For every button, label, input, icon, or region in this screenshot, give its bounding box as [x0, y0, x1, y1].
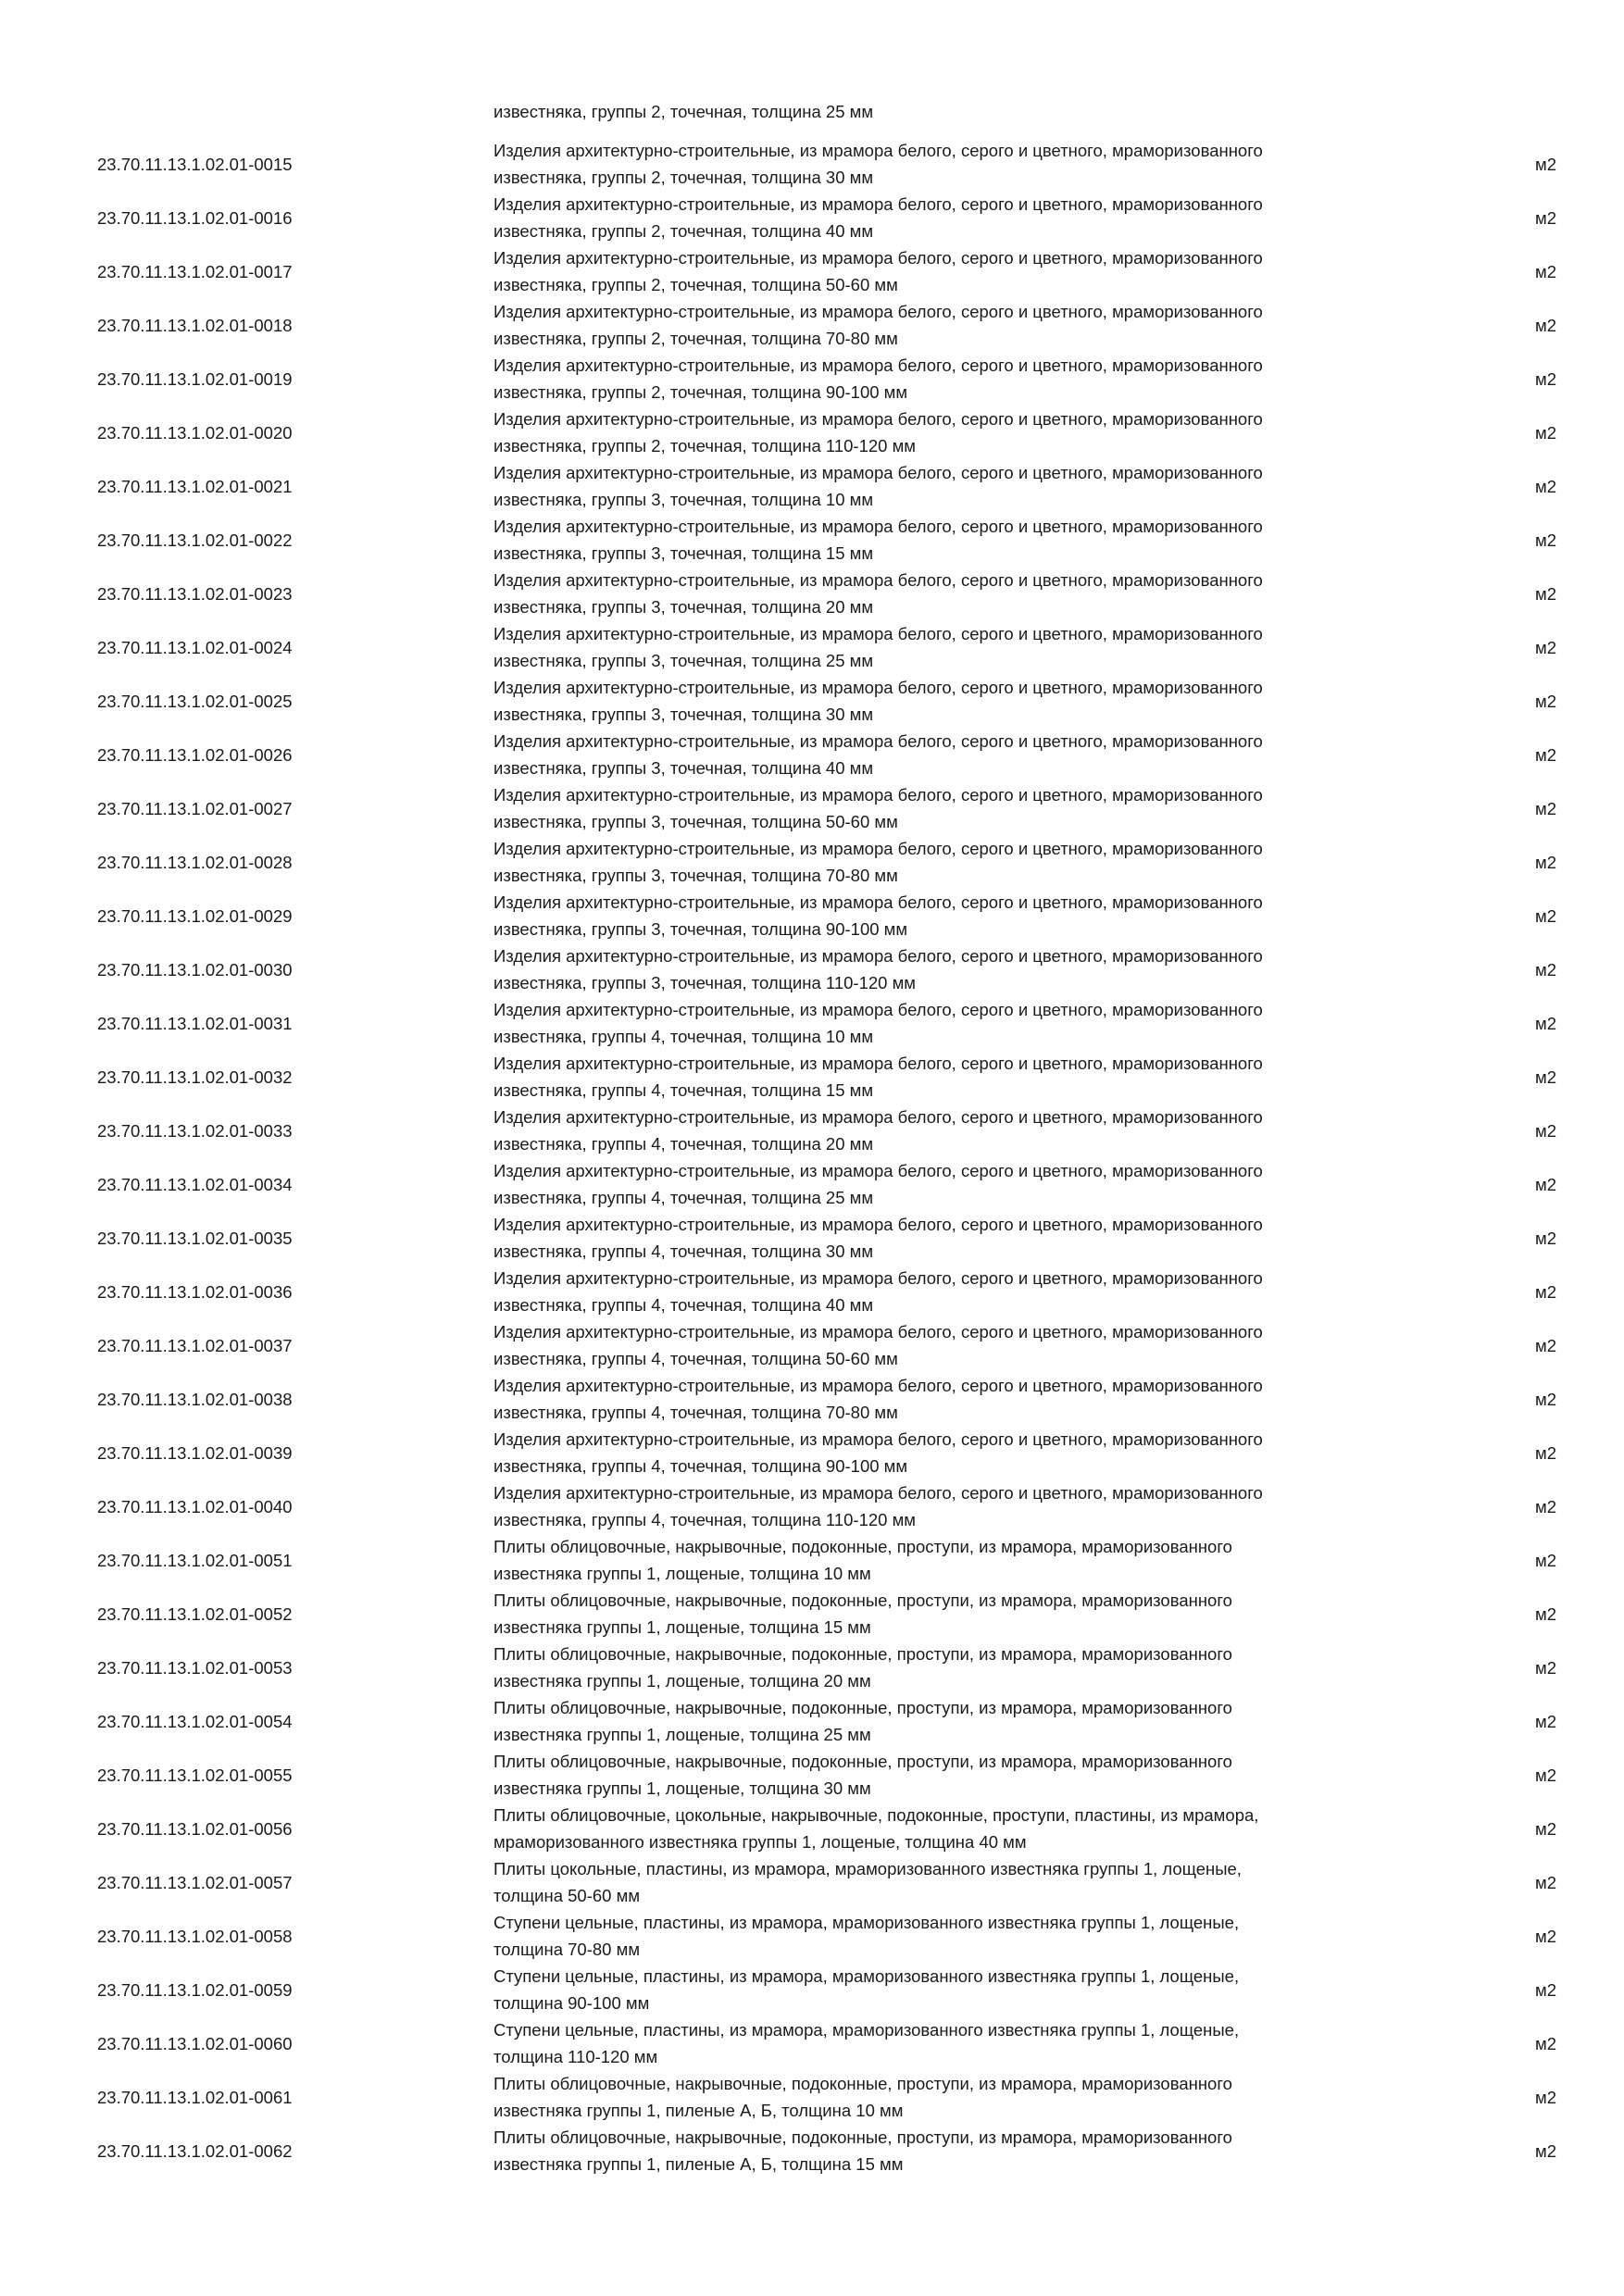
- item-unit: м2: [1535, 1175, 1557, 1194]
- item-description: [493, 406, 1419, 459]
- description-line-2: толщина 50-60 мм: [493, 1885, 641, 1905]
- description-line-2: толщина 110-120 мм: [493, 2046, 658, 2066]
- description-line-1: Изделия архитектурно-строительные, из мрамора белого, серого и цветного, мраморизованного: [493, 1107, 1263, 1127]
- description-line-2: известняка, группы 4, точечная, толщина 20 мм: [493, 1133, 874, 1154]
- item-description: [493, 245, 1419, 298]
- item-unit: м2: [1535, 369, 1557, 389]
- item-unit: м2: [1535, 1980, 1557, 2000]
- description-line-2: известняка, группы 3, точечная, толщина 40 мм: [493, 757, 874, 778]
- item-description: [493, 514, 1419, 567]
- description-line-1: Изделия архитектурно-строительные, из мрамора белого, серого и цветного, мраморизованного: [493, 463, 1263, 482]
- item-code: 23.70.11.13.1.02.01-0029: [97, 906, 293, 926]
- description-line-1: Изделия архитектурно-строительные, из мрамора белого, серого и цветного, мраморизованного: [493, 409, 1263, 429]
- description-line-1: Изделия архитектурно-строительные, из мрамора белого, серого и цветного, мраморизованного: [493, 1161, 1263, 1180]
- description-line-1: Изделия архитектурно-строительные, из мрамора белого, серого и цветного, мраморизованного: [493, 892, 1263, 912]
- item-description: [493, 1051, 1419, 1104]
- table-row: [0, 514, 1624, 568]
- table-row: [0, 621, 1624, 675]
- item-unit: м2: [1535, 1067, 1557, 1087]
- table-row: [0, 1427, 1624, 1480]
- item-description: [493, 890, 1419, 942]
- table-row: [0, 1104, 1624, 1158]
- item-code: 23.70.11.13.1.02.01-0054: [97, 1712, 293, 1731]
- item-unit: м2: [1535, 799, 1557, 818]
- item-description: [493, 1910, 1419, 1963]
- item-code: 23.70.11.13.1.02.01-0030: [97, 960, 293, 980]
- table-row: [0, 245, 1624, 299]
- continued-description-line: известняка, группы 2, точечная, толщина 25 мм: [493, 102, 874, 121]
- description-line-1: Изделия архитектурно-строительные, из мрамора белого, серого и цветного, мраморизованного: [493, 356, 1263, 375]
- item-description: [493, 1856, 1419, 1909]
- item-code: 23.70.11.13.1.02.01-0033: [97, 1121, 293, 1141]
- item-code: 23.70.11.13.1.02.01-0057: [97, 1873, 293, 1892]
- description-line-1: Ступени цельные, пластины, из мрамора, мраморизованного известняка группы 1, лощеные,: [493, 2020, 1240, 2040]
- item-description: [493, 299, 1419, 352]
- description-line-2: известняка, группы 3, точечная, толщина 20 мм: [493, 596, 874, 617]
- item-description: [493, 1319, 1419, 1372]
- item-code: 23.70.11.13.1.02.01-0051: [97, 1551, 293, 1570]
- item-unit: м2: [1535, 1551, 1557, 1570]
- table-row: [0, 1051, 1624, 1104]
- item-code: 23.70.11.13.1.02.01-0035: [97, 1229, 293, 1248]
- item-description: [493, 943, 1419, 996]
- table-row: [0, 1910, 1624, 1964]
- item-unit: м2: [1535, 316, 1557, 335]
- description-line-1: Плиты облицовочные, накрывочные, подоконные, проступи, из мрамора, мраморизованного: [493, 1752, 1232, 1771]
- table-row: [0, 997, 1624, 1051]
- description-line-2: известняка, группы 3, точечная, толщина 70-80 мм: [493, 865, 898, 885]
- description-line-2: известняка, группы 4, точечная, толщина 25 мм: [493, 1187, 874, 1207]
- item-code: 23.70.11.13.1.02.01-0036: [97, 1282, 293, 1302]
- description-line-1: Изделия архитектурно-строительные, из мрамора белого, серого и цветного, мраморизованного: [493, 141, 1263, 160]
- item-unit: м2: [1535, 906, 1557, 926]
- item-unit: м2: [1535, 155, 1557, 174]
- item-code: 23.70.11.13.1.02.01-0018: [97, 316, 293, 335]
- description-line-1: Изделия архитектурно-строительные, из мрамора белого, серого и цветного, мраморизованного: [493, 1215, 1263, 1234]
- description-line-1: Изделия архитектурно-строительные, из мрамора белого, серого и цветного, мраморизованного: [493, 1322, 1263, 1341]
- table-row: [0, 782, 1624, 836]
- description-line-2: известняка группы 1, лощеные, толщина 15 мм: [493, 1616, 871, 1637]
- description-line-2: известняка, группы 2, точечная, толщина 30 мм: [493, 167, 874, 187]
- item-code: 23.70.11.13.1.02.01-0015: [97, 155, 293, 174]
- item-description: [493, 675, 1419, 728]
- table-row: [0, 1856, 1624, 1910]
- description-line-1: Ступени цельные, пластины, из мрамора, мраморизованного известняка группы 1, лощеные,: [493, 1966, 1240, 1986]
- item-unit: м2: [1535, 1873, 1557, 1892]
- table-row: [0, 836, 1624, 890]
- item-unit: м2: [1535, 2141, 1557, 2161]
- description-line-2: толщина 70-80 мм: [493, 1939, 641, 1959]
- item-code: 23.70.11.13.1.02.01-0031: [97, 1014, 293, 1033]
- item-code: 23.70.11.13.1.02.01-0059: [97, 1980, 293, 2000]
- item-description: [493, 1427, 1419, 1479]
- item-description: [493, 1480, 1419, 1533]
- item-code: 23.70.11.13.1.02.01-0060: [97, 2034, 293, 2053]
- item-unit: м2: [1535, 530, 1557, 550]
- item-unit: м2: [1535, 1014, 1557, 1033]
- item-unit: м2: [1535, 1658, 1557, 1678]
- description-line-2: известняка, группы 2, точечная, толщина 110-120 мм: [493, 435, 917, 455]
- item-description: [493, 1534, 1419, 1587]
- item-code: 23.70.11.13.1.02.01-0024: [97, 638, 293, 657]
- table-row: [0, 1319, 1624, 1373]
- description-line-1: Изделия архитектурно-строительные, из мрамора белого, серого и цветного, мраморизованного: [493, 248, 1263, 268]
- item-description: [493, 997, 1419, 1050]
- item-code: 23.70.11.13.1.02.01-0037: [97, 1336, 293, 1355]
- description-line-2: толщина 90-100 мм: [493, 1992, 650, 2013]
- item-unit: м2: [1535, 1604, 1557, 1624]
- item-code: 23.70.11.13.1.02.01-0027: [97, 799, 293, 818]
- table-row: [0, 1158, 1624, 1212]
- table-row: [0, 2125, 1624, 2178]
- item-unit: м2: [1535, 477, 1557, 496]
- table-row: [0, 138, 1624, 192]
- description-line-1: Плиты облицовочные, накрывочные, подоконные, проступи, из мрамора, мраморизованного: [493, 2074, 1232, 2093]
- item-description: [493, 138, 1419, 191]
- item-description: [493, 2125, 1419, 2177]
- item-code: 23.70.11.13.1.02.01-0016: [97, 208, 293, 228]
- item-description: [493, 353, 1419, 406]
- item-code: 23.70.11.13.1.02.01-0040: [97, 1497, 293, 1516]
- table-row: [0, 353, 1624, 406]
- item-description: [493, 1588, 1419, 1641]
- item-description: [493, 782, 1419, 835]
- item-unit: м2: [1535, 638, 1557, 657]
- description-line-1: Плиты цокольные, пластины, из мрамора, мраморизованного известняка группы 1, лощеные,: [493, 1859, 1242, 1878]
- description-line-1: Плиты облицовочные, цокольные, накрывочные, подоконные, проступи, пластины, из мрамора,: [493, 1805, 1259, 1825]
- item-code: 23.70.11.13.1.02.01-0020: [97, 423, 293, 443]
- description-line-2: известняка, группы 3, точечная, толщина 15 мм: [493, 543, 874, 563]
- table-row: [0, 1588, 1624, 1641]
- description-line-2: известняка, группы 2, точечная, толщина 40 мм: [493, 220, 874, 241]
- item-description: [493, 1964, 1419, 2016]
- item-code: 23.70.11.13.1.02.01-0058: [97, 1927, 293, 1946]
- item-description: [493, 1104, 1419, 1157]
- description-line-1: Изделия архитектурно-строительные, из мрамора белого, серого и цветного, мраморизованного: [493, 785, 1263, 805]
- item-unit: м2: [1535, 1229, 1557, 1248]
- price-list-table: [0, 138, 1624, 2178]
- item-description: [493, 1803, 1419, 1855]
- item-unit: м2: [1535, 2034, 1557, 2053]
- item-code: 23.70.11.13.1.02.01-0039: [97, 1443, 293, 1463]
- item-code: 23.70.11.13.1.02.01-0021: [97, 477, 293, 496]
- table-row: [0, 1373, 1624, 1427]
- item-unit: м2: [1535, 1443, 1557, 1463]
- description-line-1: Изделия архитектурно-строительные, из мрамора белого, серого и цветного, мраморизованного: [493, 946, 1263, 966]
- description-line-2: известняка, группы 4, точечная, толщина 50-60 мм: [493, 1348, 898, 1368]
- item-code: 23.70.11.13.1.02.01-0062: [97, 2141, 293, 2161]
- description-line-2: известняка группы 1, пиленые А, Б, толщина 15 мм: [493, 2153, 904, 2174]
- description-line-2: известняка, группы 3, точечная, толщина 110-120 мм: [493, 972, 917, 992]
- item-description: [493, 192, 1419, 244]
- item-code: 23.70.11.13.1.02.01-0038: [97, 1390, 293, 1409]
- description-line-2: известняка, группы 4, точечная, толщина 90-100 мм: [493, 1455, 908, 1476]
- description-line-1: Изделия архитектурно-строительные, из мрамора белого, серого и цветного, мраморизованного: [493, 624, 1263, 643]
- table-row: [0, 1803, 1624, 1856]
- item-description: [493, 568, 1419, 620]
- item-description: [493, 1266, 1419, 1318]
- item-description: [493, 460, 1419, 513]
- description-line-1: Изделия архитектурно-строительные, из мрамора белого, серого и цветного, мраморизованного: [493, 302, 1263, 321]
- description-line-2: известняка группы 1, лощеные, толщина 10 мм: [493, 1563, 871, 1583]
- item-unit: м2: [1535, 960, 1557, 980]
- table-row: [0, 729, 1624, 782]
- description-line-1: Плиты облицовочные, накрывочные, подоконные, проступи, из мрамора, мраморизованного: [493, 1537, 1232, 1556]
- item-code: 23.70.11.13.1.02.01-0026: [97, 745, 293, 765]
- item-code: 23.70.11.13.1.02.01-0028: [97, 853, 293, 872]
- table-row: [0, 1212, 1624, 1266]
- item-code: 23.70.11.13.1.02.01-0052: [97, 1604, 293, 1624]
- item-unit: м2: [1535, 423, 1557, 443]
- description-line-2: известняка, группы 3, точечная, толщина 90-100 мм: [493, 918, 908, 939]
- item-description: [493, 2017, 1419, 2070]
- description-line-1: Изделия архитектурно-строительные, из мрамора белого, серого и цветного, мраморизованного: [493, 517, 1263, 536]
- description-line-1: Ступени цельные, пластины, из мрамора, мраморизованного известняка группы 1, лощеные,: [493, 1913, 1240, 1932]
- item-description: [493, 2071, 1419, 2124]
- description-line-2: мраморизованного известняка группы 1, лощеные, толщина 40 мм: [493, 1831, 1027, 1852]
- item-unit: м2: [1535, 2088, 1557, 2107]
- item-unit: м2: [1535, 262, 1557, 281]
- item-unit: м2: [1535, 208, 1557, 228]
- description-line-2: известняка, группы 2, точечная, толщина 50-60 мм: [493, 274, 898, 294]
- item-unit: м2: [1535, 1927, 1557, 1946]
- table-row: [0, 1266, 1624, 1319]
- description-line-2: известняка, группы 3, точечная, толщина 50-60 мм: [493, 811, 898, 831]
- description-line-2: известняка, группы 4, точечная, толщина 70-80 мм: [493, 1402, 898, 1422]
- item-unit: м2: [1535, 1282, 1557, 1302]
- item-code: 23.70.11.13.1.02.01-0017: [97, 262, 293, 281]
- item-description: [493, 1749, 1419, 1802]
- description-line-1: Изделия архитектурно-строительные, из мрамора белого, серого и цветного, мраморизованного: [493, 1429, 1263, 1449]
- description-line-1: Изделия архитектурно-строительные, из мрамора белого, серого и цветного, мраморизованного: [493, 194, 1263, 214]
- description-line-1: Изделия архитектурно-строительные, из мрамора белого, серого и цветного, мраморизованного: [493, 731, 1263, 751]
- item-code: 23.70.11.13.1.02.01-0025: [97, 692, 293, 711]
- description-line-1: Изделия архитектурно-строительные, из мрамора белого, серого и цветного, мраморизованного: [493, 1376, 1263, 1395]
- table-row: [0, 460, 1624, 514]
- table-row: [0, 1480, 1624, 1534]
- description-line-1: Изделия архитектурно-строительные, из мрамора белого, серого и цветного, мраморизованного: [493, 1268, 1263, 1288]
- description-line-1: Изделия архитектурно-строительные, из мрамора белого, серого и цветного, мраморизованного: [493, 678, 1263, 697]
- description-line-2: известняка, группы 4, точечная, толщина 110-120 мм: [493, 1509, 917, 1529]
- item-code: 23.70.11.13.1.02.01-0032: [97, 1067, 293, 1087]
- description-line-2: известняка, группы 3, точечная, толщина 25 мм: [493, 650, 874, 670]
- description-line-2: известняка группы 1, лощеные, толщина 25 мм: [493, 1724, 871, 1744]
- item-unit: м2: [1535, 1390, 1557, 1409]
- item-description: [493, 1158, 1419, 1211]
- item-unit: м2: [1535, 1766, 1557, 1785]
- description-line-2: известняка группы 1, лощеные, толщина 20 мм: [493, 1670, 871, 1691]
- table-row: [0, 1641, 1624, 1695]
- item-unit: м2: [1535, 1336, 1557, 1355]
- item-description: [493, 729, 1419, 781]
- item-description: [493, 621, 1419, 674]
- item-code: 23.70.11.13.1.02.01-0022: [97, 530, 293, 550]
- item-unit: м2: [1535, 584, 1557, 604]
- table-row: [0, 1964, 1624, 2017]
- item-code: 23.70.11.13.1.02.01-0053: [97, 1658, 293, 1678]
- table-row: [0, 675, 1624, 729]
- description-line-1: Плиты облицовочные, накрывочные, подоконные, проступи, из мрамора, мраморизованного: [493, 2128, 1232, 2147]
- table-row: [0, 2071, 1624, 2125]
- table-row: [0, 890, 1624, 943]
- description-line-2: известняка группы 1, пиленые А, Б, толщина 10 мм: [493, 2100, 904, 2120]
- table-row: [0, 1749, 1624, 1803]
- item-code: 23.70.11.13.1.02.01-0019: [97, 369, 293, 389]
- table-row: [0, 2017, 1624, 2071]
- item-unit: м2: [1535, 1121, 1557, 1141]
- description-line-1: Изделия архитектурно-строительные, из мрамора белого, серого и цветного, мраморизованного: [493, 570, 1263, 590]
- item-unit: м2: [1535, 1712, 1557, 1731]
- description-line-2: известняка группы 1, лощеные, толщина 30 мм: [493, 1778, 871, 1798]
- table-row: [0, 568, 1624, 621]
- item-description: [493, 1212, 1419, 1265]
- description-line-2: известняка, группы 3, точечная, толщина 10 мм: [493, 489, 874, 509]
- item-description: [493, 1695, 1419, 1748]
- table-row: [0, 1534, 1624, 1588]
- item-unit: м2: [1535, 1819, 1557, 1839]
- item-code: 23.70.11.13.1.02.01-0061: [97, 2088, 293, 2107]
- description-line-1: Изделия архитектурно-строительные, из мрамора белого, серого и цветного, мраморизованного: [493, 839, 1263, 858]
- item-description: [493, 1641, 1419, 1694]
- table-row: [0, 299, 1624, 353]
- table-row: [0, 943, 1624, 997]
- description-line-1: Плиты облицовочные, накрывочные, подоконные, проступи, из мрамора, мраморизованного: [493, 1644, 1232, 1664]
- item-unit: м2: [1535, 692, 1557, 711]
- item-code: 23.70.11.13.1.02.01-0023: [97, 584, 293, 604]
- description-line-1: Изделия архитектурно-строительные, из мрамора белого, серого и цветного, мраморизованного: [493, 1483, 1263, 1503]
- description-line-2: известняка, группы 4, точечная, толщина 15 мм: [493, 1079, 874, 1100]
- item-code: 23.70.11.13.1.02.01-0055: [97, 1766, 293, 1785]
- description-line-1: Изделия архитектурно-строительные, из мрамора белого, серого и цветного, мраморизованного: [493, 1000, 1263, 1019]
- item-unit: м2: [1535, 1497, 1557, 1516]
- item-code: 23.70.11.13.1.02.01-0056: [97, 1819, 293, 1839]
- description-line-2: известняка, группы 2, точечная, толщина 70-80 мм: [493, 328, 898, 348]
- description-line-2: известняка, группы 4, точечная, толщина 10 мм: [493, 1026, 874, 1046]
- description-line-2: известняка, группы 4, точечная, толщина 40 мм: [493, 1294, 874, 1315]
- item-unit: м2: [1535, 745, 1557, 765]
- description-line-2: известняка, группы 2, точечная, толщина 90-100 мм: [493, 381, 908, 402]
- item-description: [493, 1373, 1419, 1426]
- item-unit: м2: [1535, 853, 1557, 872]
- description-line-2: известняка, группы 4, точечная, толщина 30 мм: [493, 1241, 874, 1261]
- description-line-1: Изделия архитектурно-строительные, из мрамора белого, серого и цветного, мраморизованного: [493, 1054, 1263, 1073]
- description-line-1: Плиты облицовочные, накрывочные, подоконные, проступи, из мрамора, мраморизованного: [493, 1591, 1232, 1610]
- table-row: [0, 406, 1624, 460]
- item-code: 23.70.11.13.1.02.01-0034: [97, 1175, 293, 1194]
- item-description: [493, 836, 1419, 889]
- table-row: [0, 192, 1624, 245]
- description-line-2: известняка, группы 3, точечная, толщина 30 мм: [493, 704, 874, 724]
- table-row: [0, 1695, 1624, 1749]
- description-line-1: Плиты облицовочные, накрывочные, подоконные, проступи, из мрамора, мраморизованного: [493, 1698, 1232, 1717]
